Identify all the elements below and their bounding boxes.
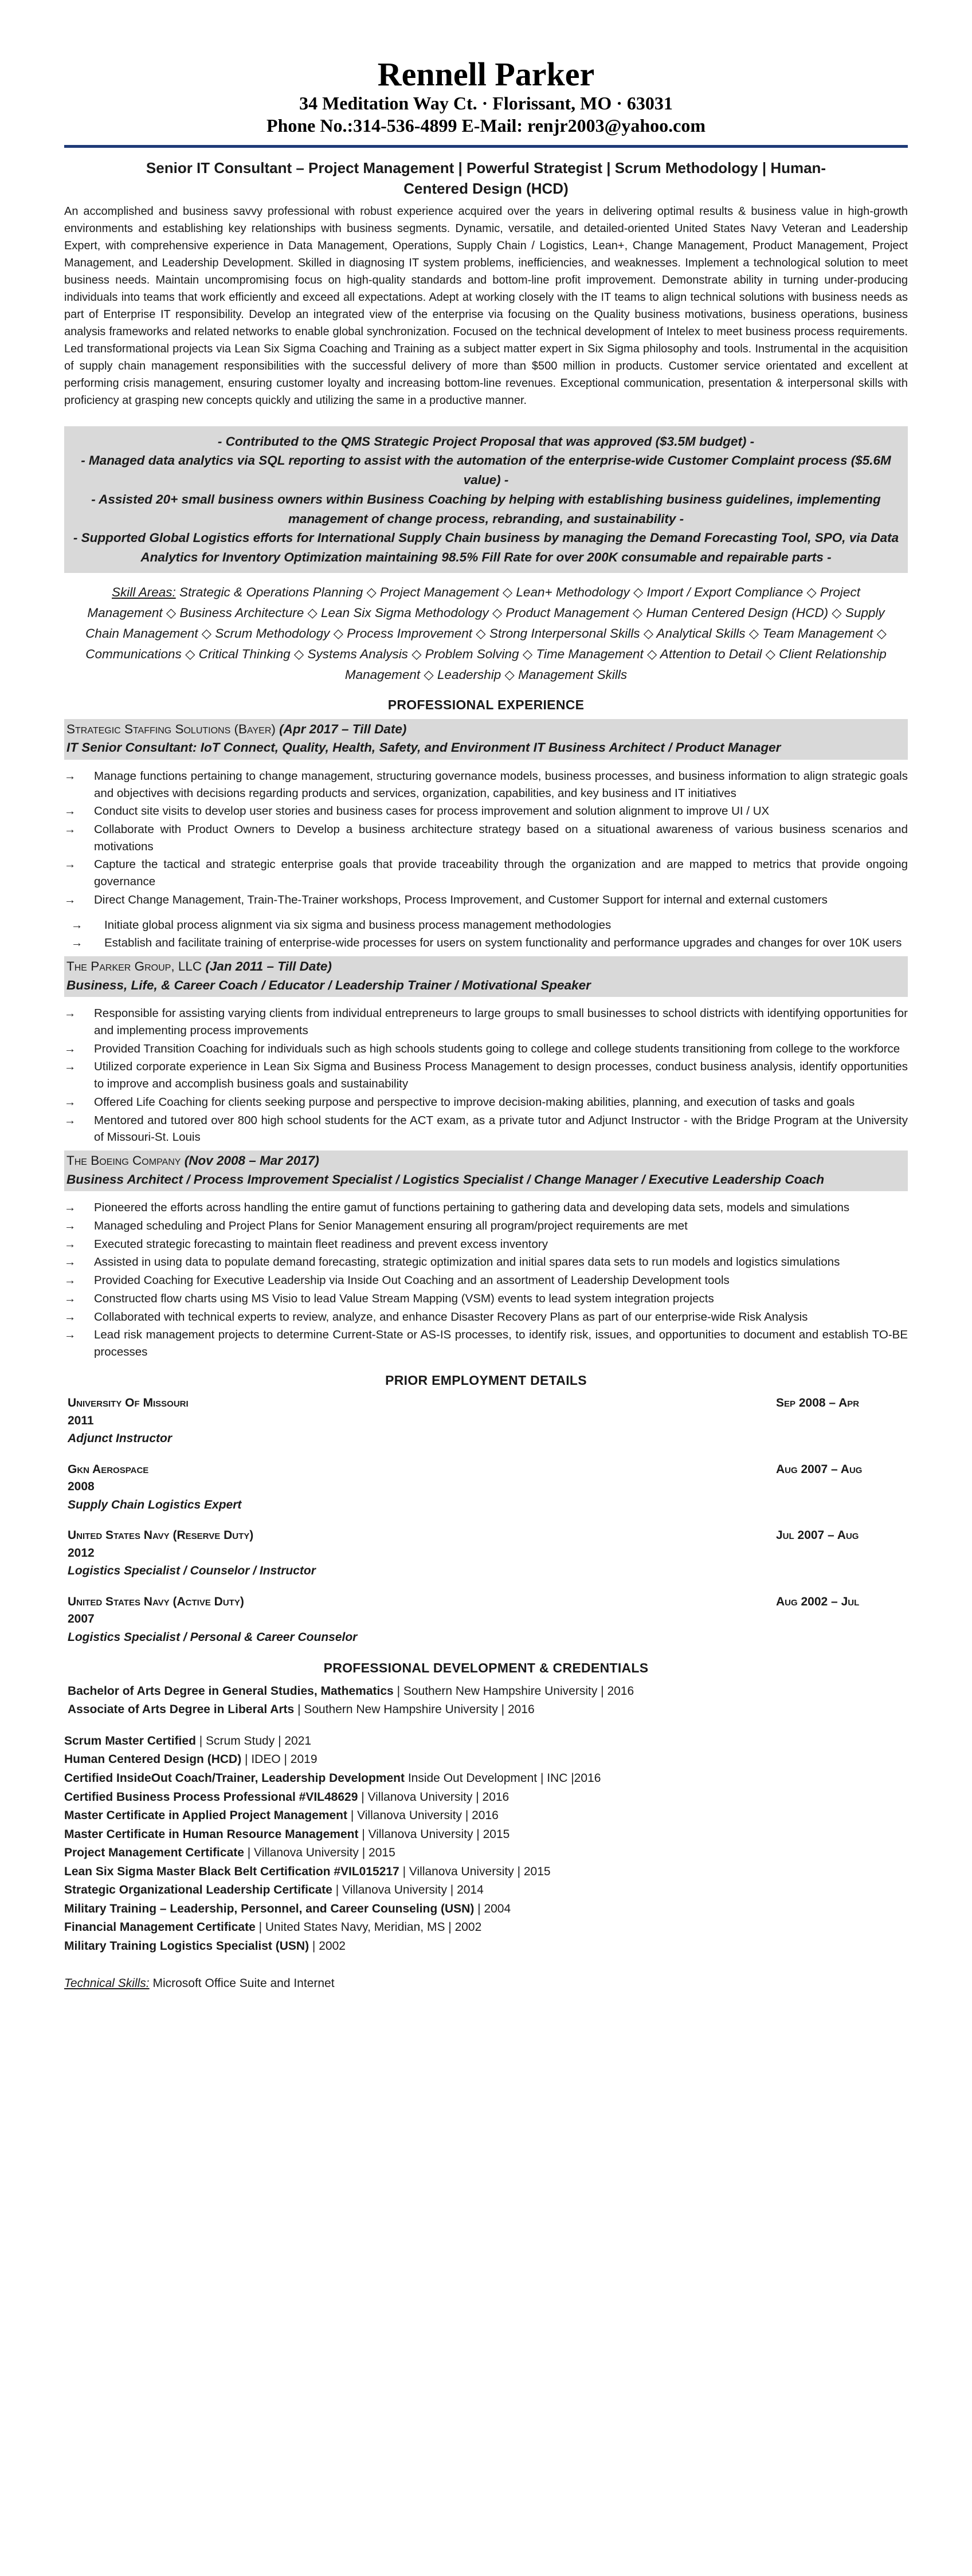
- arrow-icon: →: [64, 1237, 76, 1251]
- list-item: → Executed strategic forecasting to maintain fleet readiness and prevent excess inventory: [64, 1236, 908, 1253]
- list-item: → Mentored and tutored over 800 high school students for the ACT exam, as a private tutor and Adjunct Instructor - with the Bridge Program at the University of Missouri-St. Louis: [64, 1112, 908, 1146]
- job-dates: (Jan 2011 – Till Date): [205, 959, 332, 974]
- certification-list: [64, 1732, 908, 1956]
- list-item: → Lead risk management projects to determine Current-State or AS-IS processes, to identify risk, issues, and opportunities to document and establish TO-BE processes: [64, 1326, 908, 1360]
- list-item: → Capture the tactical and strategic enterprise goals that provide traceability through the organization and are mapped to metrics that provide ongoing governance: [64, 856, 908, 890]
- prior-title: Logistics Specialist / Personal & Career Counselor: [68, 1630, 358, 1644]
- prior-date-range: Aug 2007 – Aug: [776, 1462, 863, 1476]
- prior-date-range: Aug 2002 – Jul: [776, 1595, 860, 1608]
- list-item: → Managed scheduling and Project Plans for Senior Management ensuring all program/project requirements are met: [64, 1218, 908, 1235]
- arrow-icon: →: [64, 1328, 76, 1342]
- job-company: The Parker Group, LLC: [66, 959, 202, 974]
- prior-employment-item: [64, 1460, 908, 1514]
- prior-org: United States Navy (Reserve Duty): [68, 1529, 254, 1542]
- arrow-icon: →: [64, 1113, 76, 1127]
- arrow-icon: →: [64, 1274, 76, 1287]
- highlight-item: - Assisted 20+ small business owners within Business Coaching by helping with establishing business guidelines, implementing management of change process, rebranding, and sustainability -: [91, 492, 881, 526]
- highlight-item: - Managed data analytics via SQL reporting to assist with the automation of the enterprise-wide Customer Complaint process ($5.6M value) -: [81, 453, 891, 488]
- certification-item: Certified InsideOut Coach/Trainer, Leadership Development Inside Out Development | INC |2016: [64, 1772, 601, 1785]
- certification-item: Master Certificate in Applied Project Management | Villanova University | 2016: [64, 1809, 499, 1823]
- list-item: → Establish and facilitate training of enterprise-wide processes for users on system functionality and performance upgrades and changes for over 10K users: [64, 934, 908, 952]
- credentials-section-title: PROFESSIONAL DEVELOPMENT & CREDENTIALS: [323, 1660, 649, 1676]
- job-dates: (Nov 2008 – Mar 2017): [184, 1153, 319, 1168]
- arrow-icon: →: [71, 918, 83, 932]
- skill-areas-list: Strategic & Operations Planning ◇ Project Management ◇ Lean+ Methodology ◇ Import / Export Compliance ◇ Project Management ◇ Business Architecture ◇ Lean Six Sigma Methodology ◇ Product Management ◇ Human Centered Design (HCD) ◇ Supply Chain Management ◇ Scrum Methodology ◇ Process Improvement ◇ Strong Interpersonal Skills ◇ Analytical Skills ◇ Team Management ◇ Communications ◇ Critical Thinking ◇ Systems Analysis ◇ Problem Solving ◇ Time Management ◇ Attention to Detail ◇ Client Relationship Management ◇ Leadership ◇ Management Skills: [85, 584, 887, 682]
- technical-skills-value: Microsoft Office Suite and Internet: [149, 1977, 335, 1990]
- list-item: → Assisted in using data to populate demand forecasting, strategic optimization and initial spares data sets to run models and logistics simulations: [64, 1254, 908, 1271]
- list-item: → Conduct site visits to develop user stories and business cases for process improvement and solution alignment to improve UI / UX: [64, 803, 908, 820]
- prior-title: Supply Chain Logistics Expert: [68, 1498, 242, 1511]
- arrow-icon: →: [64, 823, 76, 837]
- professional-headline: Senior IT Consultant – Project Management | Powerful Strategist | Scrum Methodology | Human-Centered Design (HCD): [146, 159, 826, 197]
- summary-paragraph: An accomplished and business savvy professional with robust experience acquired over the years in delivering optimal results & business value in high-growth environments and establishing key relationships with business segments. Dynamic, versatile, and detailed-oriented United States Navy Veteran and Leadership Expert, with comprehensive experience in Data Management, Operations, Supply Chain / Logistics, Lean+, Change Management, Product Management, Project Management, and Leadership Development. Skilled in diagnosing IT system problems, inefficiencies, and weaknesses. Implement a technological solution to meet business needs. Maintain uncompromising focus on high-quality standards and bottom-line profit improvement. Demonstrate ability in turning under-producing individuals into teams that work efficiently and exceed all expectations. Adept at working closely with the IT teams to align technical solutions with business needs as part of Enterprise IT responsibility. Develop an integrated view of the enterprise via focusing on the Quality business motivations, business operations, business analysis frameworks and related networks to enable global synchronization. Focused on the technical development of Intelex to meet business process requirements. Led transformational projects via Lean Six Sigma Coaching and Training as a subject matter expert in Six Sigma philosophy and tools. Instrumental in the acquisition of supply chain management responsibilities with the successful delivery of more than $500 million in products. Customer service orientated and excellent at performing crisis management, ensuring customer loyalty and increasing bottom-line revenues. Exceptional communication, presentation & interpersonal skills with proficiency at grasping new concepts quickly and utilizing the same in a productive manner.: [64, 205, 908, 407]
- prior-org: United States Navy (Active Duty): [68, 1595, 244, 1608]
- certification-item: Master Certificate in Human Resource Management | Villanova University | 2015: [64, 1827, 510, 1841]
- certification-item: Lean Six Sigma Master Black Belt Certification #VIL015217 | Villanova University | 2015: [64, 1864, 551, 1878]
- certification-item: Certified Business Process Professional #VIL48629 | Villanova University | 2016: [64, 1790, 509, 1804]
- job-company: The Boeing Company: [66, 1153, 181, 1168]
- prior-employment-item: [64, 1526, 908, 1580]
- contact-line: Phone No.:314-536-4899 E-Mail: renjr2003@yahoo.com: [266, 115, 706, 136]
- resume-header: [64, 0, 908, 137]
- prior-year: 2008: [68, 1480, 95, 1494]
- job-bullets: [64, 1005, 908, 1146]
- prior-employment-item: [64, 1593, 908, 1646]
- prior-year: 2012: [68, 1546, 95, 1560]
- highlight-item: - Supported Global Logistics efforts for International Supply Chain business by managing the Demand Forecasting Tool, SPO, via Data Analytics for Inventory Optimization maintaining 98.5% Fill Rate for over 200K consumable and repairable parts -: [73, 531, 899, 565]
- job-bullets-extra: [64, 917, 908, 952]
- arrow-icon: →: [64, 1007, 76, 1020]
- prior-employment-item: [64, 1394, 908, 1447]
- arrow-icon: →: [64, 1219, 76, 1233]
- job-role: Business, Life, & Career Coach / Educator / Leadership Trainer / Motivational Speaker: [66, 977, 591, 992]
- list-item: → Collaborated with technical experts to review, analyze, and enhance Disaster Recovery Plans as part of our enterprise-wide Risk Analysis: [64, 1309, 908, 1326]
- skill-areas: [64, 582, 908, 685]
- prior-year: 2011: [68, 1413, 94, 1427]
- header-divider: [64, 145, 908, 148]
- arrow-icon: →: [64, 1060, 76, 1074]
- prior-date-range: Jul 2007 – Aug: [776, 1529, 859, 1542]
- arrow-icon: →: [64, 1255, 76, 1269]
- prior-year: 2007: [68, 1612, 95, 1626]
- job-bullets: [64, 1199, 908, 1360]
- degree-list: [64, 1682, 908, 1719]
- experience-section-title: PROFESSIONAL EXPERIENCE: [387, 697, 585, 712]
- highlights-box: [64, 426, 908, 573]
- arrow-icon: →: [64, 893, 76, 906]
- degree-item: Bachelor of Arts Degree in General Studies, Mathematics | Southern New Hampshire University | 2016: [68, 1684, 634, 1698]
- arrow-icon: →: [64, 804, 76, 818]
- list-item: → Provided Coaching for Executive Leadership via Inside Out Coaching and an assortment of Leadership Development tools: [64, 1272, 908, 1289]
- prior-title: Logistics Specialist / Counselor / Instructor: [68, 1564, 316, 1578]
- list-item: → Initiate global process alignment via six sigma and business process management methodologies: [64, 917, 908, 934]
- list-item: → Utilized corporate experience in Lean Six Sigma and Business Process Management to design processes, conduct business analysis, identify opportunities to improve and accomplish business goals and sustainability: [64, 1058, 908, 1092]
- job-dates: (Apr 2017 – Till Date): [279, 721, 407, 736]
- technical-skills: [64, 1975, 908, 1992]
- certification-item: Military Training – Leadership, Personnel, and Career Counseling (USN) | 2004: [64, 1902, 511, 1915]
- highlight-item: - Contributed to the QMS Strategic Project Proposal that was approved ($3.5M budget) -: [217, 434, 755, 449]
- arrow-icon: →: [64, 1095, 76, 1109]
- prior-date-range: Sep 2008 – Apr: [776, 1396, 860, 1410]
- job-bullets: [64, 768, 908, 909]
- certification-item: Military Training Logistics Specialist (USN) | 2002: [64, 1939, 346, 1953]
- prior-org: University Of Missouri: [68, 1396, 189, 1410]
- job-company: Strategic Staffing Solutions (Bayer): [66, 721, 276, 736]
- job-header: [64, 956, 908, 997]
- technical-skills-label: Technical Skills:: [64, 1977, 150, 1990]
- skill-areas-label: Skill Areas:: [112, 584, 176, 599]
- candidate-name: Rennell Parker: [377, 56, 595, 93]
- list-item: → Direct Change Management, Train-The-Trainer workshops, Process Improvement, and Customer Support for internal and external customers: [64, 892, 908, 909]
- arrow-icon: →: [64, 769, 76, 783]
- certification-item: Human Centered Design (HCD) | IDEO | 2019: [64, 1753, 318, 1766]
- arrow-icon: →: [64, 858, 76, 871]
- list-item: → Collaborate with Product Owners to Develop a business architecture strategy based on a situational awareness of various business scenarios and motivations: [64, 821, 908, 855]
- job-header: [64, 1150, 908, 1191]
- certification-item: Financial Management Certificate | United States Navy, Meridian, MS | 2002: [64, 1921, 482, 1934]
- list-item: → Responsible for assisting varying clients from individual entrepreneurs to large groups to small businesses to school districts with identifying opportunities for and implementing process improvements: [64, 1005, 908, 1039]
- address-line: 34 Meditation Way Ct. · Florissant, MO · 63031: [299, 92, 673, 113]
- list-item: → Pioneered the efforts across handling the entire gamut of functions pertaining to gathering data and developing data sets, models and simulations: [64, 1199, 908, 1216]
- list-item: → Constructed flow charts using MS Visio to lead Value Stream Mapping (VSM) events to lead system integration projects: [64, 1290, 908, 1307]
- prior-employment-list: [64, 1394, 908, 1646]
- prior-title: Adjunct Instructor: [68, 1432, 172, 1446]
- list-item: → Offered Life Coaching for clients seeking purpose and perspective to improve decision-making abilities, planning, and execution of tasks and goals: [64, 1094, 908, 1111]
- job-header: [64, 719, 908, 760]
- job-role: Business Architect / Process Improvement Specialist / Logistics Specialist / Change Manager / Executive Leadership Coach: [66, 1172, 825, 1187]
- job-role: IT Senior Consultant: IoT Connect, Quality, Health, Safety, and Environment IT Business Architect / Product Manager: [66, 740, 781, 755]
- certification-item: Scrum Master Certified | Scrum Study | 2021: [64, 1734, 312, 1748]
- arrow-icon: →: [64, 1042, 76, 1055]
- certification-item: Project Management Certificate | Villanova University | 2015: [64, 1846, 395, 1860]
- prior-org: Gkn Aerospace: [68, 1462, 149, 1476]
- list-item: → Manage functions pertaining to change management, structuring governance models, business processes, and business information to align strategic goals and objectives with decisions regarding products and services, organization, capabilities, and key business and IT initiatives: [64, 768, 908, 802]
- arrow-icon: →: [64, 1201, 76, 1215]
- degree-item: Associate of Arts Degree in Liberal Arts | Southern New Hampshire University | 2016: [68, 1703, 535, 1717]
- prior-employment-title: PRIOR EMPLOYMENT DETAILS: [385, 1372, 587, 1388]
- arrow-icon: →: [64, 1291, 76, 1305]
- list-item: → Provided Transition Coaching for individuals such as high schools students going to college and college students transitioning from college to the workforce: [64, 1040, 908, 1058]
- arrow-icon: →: [64, 1310, 76, 1324]
- arrow-icon: →: [71, 936, 83, 950]
- certification-item: Strategic Organizational Leadership Certificate | Villanova University | 2014: [64, 1883, 484, 1897]
